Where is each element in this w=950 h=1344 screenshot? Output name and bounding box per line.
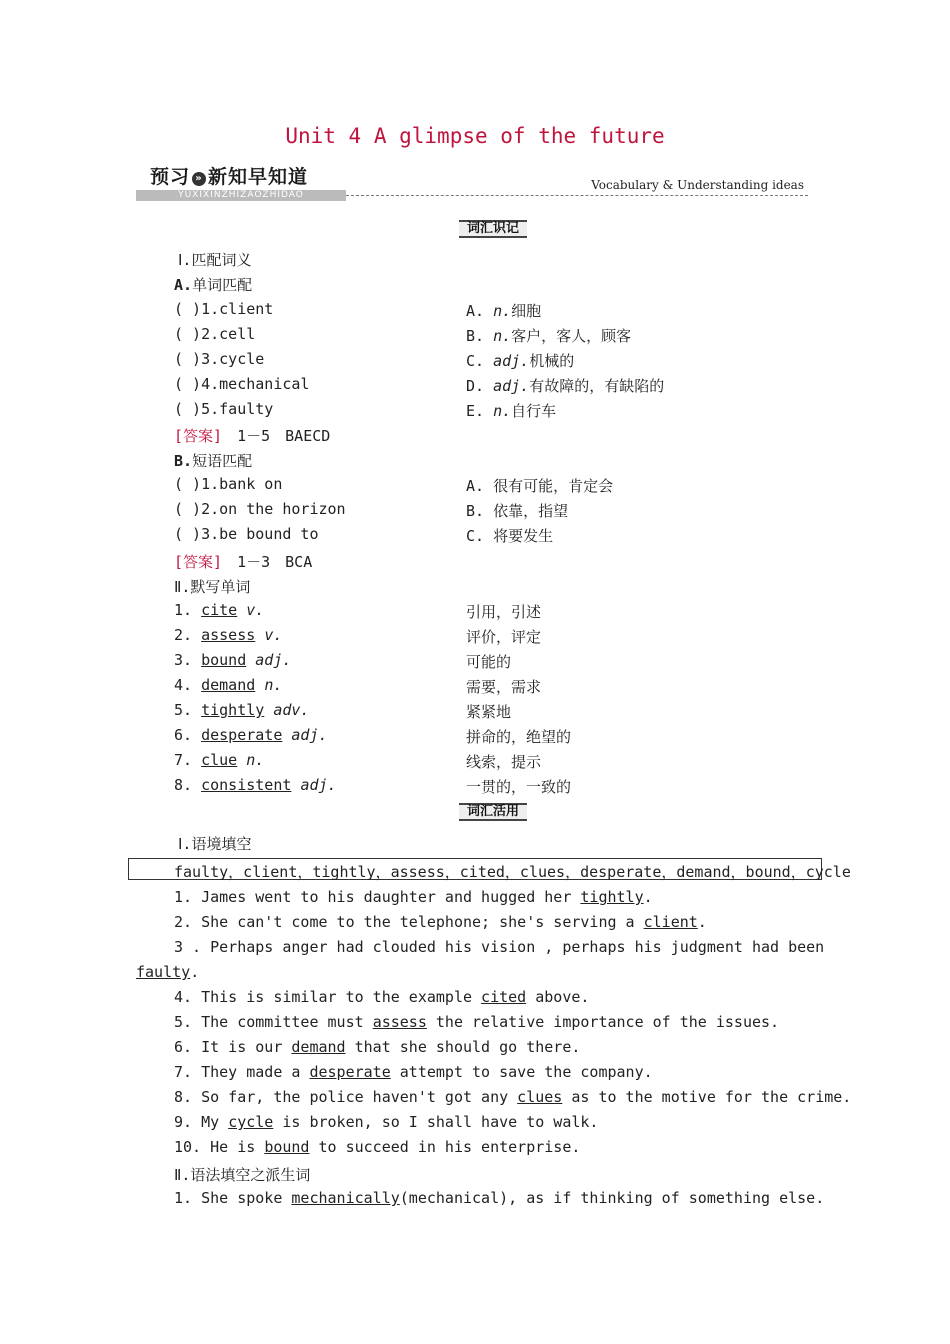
word-meaning: 需要，需求 [466,678,542,696]
partA-option [466,400,556,421]
partA-option [466,325,631,346]
word-meaning: 引用，引述 [466,603,542,621]
sentence [174,1088,851,1106]
partA-item: ( )3.cycle [174,350,265,368]
word-pos: adj. [255,651,292,669]
partB-item: ( )2.on the horizon [174,500,346,518]
word-pos: n. [264,676,283,694]
sentence-text: 9. My [174,1113,229,1131]
option-letter: C. [466,352,485,370]
partA-option [466,300,541,321]
word-number: 6. [174,726,193,744]
section-tag-vocab-memory: 词汇识记 [440,220,546,238]
sentence-text: 2. She can't come to the telephone; she's serving a [174,913,644,931]
banner-logo-left: 预习 [150,166,191,188]
partB-item: ( )1.bank on [174,475,283,493]
partB-option: C. 将要发生 [466,527,554,545]
sentence-text: 6. It is our [174,1038,292,1056]
sentence [174,938,824,956]
word-item [174,751,264,769]
word-answer: tightly [201,701,265,719]
word-number: 2. [174,626,193,644]
partB-option: B. 依靠，指望 [466,502,569,520]
word-meaning: 拼命的，绝望的 [466,728,572,746]
sentence-text: . [697,913,707,931]
option-meaning: 客户，客人，顾客 [511,327,632,345]
option-letter: A. [466,302,485,320]
partA-item: ( )1.client [174,300,274,318]
sentence [174,1013,779,1031]
word-number: 3. [174,651,193,669]
answer-word: tightly [580,888,644,906]
word-answer: assess [201,626,256,644]
option-letter: B. [466,327,485,345]
option-letter: D. [466,377,485,395]
word-number: 5. [174,701,193,719]
word-item [174,676,282,694]
sentence-text: 8. So far, the police haven't got any [174,1088,518,1106]
part2-heading: Ⅱ.默写单词 [174,578,251,596]
word-pos: n. [246,751,265,769]
sentence-text: is broken, so I shall have to walk. [273,1113,599,1131]
sentence-text: 10. He is [174,1138,265,1156]
arrow-icon: » [192,172,206,186]
sentence-text: the relative importance of the issues. [426,1013,780,1031]
part1-heading: Ⅰ.匹配词义 [178,251,252,269]
word-meaning: 线索，提示 [466,753,542,771]
word-item [174,701,309,719]
option-pos: n. [493,402,512,420]
sentence [174,988,589,1006]
word-number: 1. [174,601,193,619]
option-pos: adj. [493,377,530,395]
option-pos: adj. [493,352,530,370]
partA-item: ( )4.mechanical [174,375,310,393]
sentence-text: . [190,963,200,981]
word-item [174,776,337,794]
answer-word: desperate [309,1063,391,1081]
sentence [136,963,199,981]
word-answer: cite [201,601,238,619]
banner-logo [150,162,308,189]
sentence-text: 4. This is similar to the example [174,988,482,1006]
word-pos: v. [246,601,265,619]
partA-answer: [答案] 1－5 BAECD [174,427,331,445]
option-pos: n. [493,302,512,320]
option-pos: n. [493,327,512,345]
sentence [174,1063,653,1081]
option-meaning: 自行车 [511,402,557,420]
derive-sentence: 1. She spoke mechanically(mechanical), as if thinking of something else. [174,1189,825,1207]
answer-word: clues [517,1088,563,1106]
sentence-text: as to the motive for the crime. [562,1088,852,1106]
partA-heading: A.单词匹配 [174,276,253,294]
word-pos: adj. [291,726,328,744]
answer-word: cited [481,988,527,1006]
partA-option [466,375,664,396]
answer-word: demand [291,1038,346,1056]
word-bank-box [128,858,851,881]
word-answer: desperate [201,726,283,744]
sentence-text: . [643,888,653,906]
answer-word: mechanically [291,1189,400,1207]
word-meaning: 紧紧地 [466,703,512,721]
sentence [174,913,707,931]
word-item [174,726,328,744]
sentence-text: that she should go there. [345,1038,581,1056]
section-banner [136,160,808,204]
sentence-text: attempt to save the company. [390,1063,653,1081]
partB-heading: B.短语匹配 [174,452,253,470]
word-number: 4. [174,676,193,694]
sentence-text: 1. James went to his daughter and hugged her [174,888,581,906]
sentence [174,1038,580,1056]
word-meaning: 可能的 [466,653,512,671]
option-meaning: 有故障的，有缺陷的 [529,377,665,395]
word-number: 8. [174,776,193,794]
sentence-text: 7. They made a [174,1063,310,1081]
answer-word: faulty [136,963,191,981]
option-meaning: 细胞 [511,302,542,320]
word-answer: demand [201,676,256,694]
answer-word: client [643,913,698,931]
banner-pinyin: YUXIXINZHIZAOZHIDAO [136,190,346,201]
word-pos: v. [264,626,283,644]
option-letter: E. [466,402,485,420]
derive-heading: Ⅱ.语法填空之派生词 [174,1166,311,1184]
answer-word: bound [264,1138,310,1156]
sentence-text: above. [526,988,590,1006]
word-answer: clue [201,751,238,769]
sentence [174,1138,580,1156]
word-meaning: 评价，评定 [466,628,542,646]
context-heading: Ⅰ.语境填空 [178,835,252,853]
answer-word: assess [372,1013,427,1031]
option-meaning: 机械的 [529,352,575,370]
sentence [174,1113,598,1131]
sentence [174,888,653,906]
partA-option [466,350,574,371]
partA-item: ( )2.cell [174,325,256,343]
word-pos: adj. [300,776,337,794]
word-meaning: 一贯的，一致的 [466,778,572,796]
partB-option: A. 很有可能，肯定会 [466,477,614,495]
word-pos: adv. [273,701,310,719]
banner-logo-right: 新知早知道 [208,166,309,188]
word-item [174,601,264,619]
partB-item: ( )3.be bound to [174,525,319,543]
word-item [174,626,282,644]
sentence-text: 5. The committee must [174,1013,373,1031]
word-answer: consistent [201,776,292,794]
sentence-text: to succeed in his enterprise. [309,1138,581,1156]
section-tag-vocab-usage: 词汇活用 [440,803,546,821]
page-title: Unit 4 A glimpse of the future [285,124,665,148]
partB-answer: [答案] 1－3 BCA [174,553,313,571]
word-item [174,651,291,669]
banner-divider [346,195,808,196]
word-number: 7. [174,751,193,769]
answer-word: cycle [228,1113,274,1131]
partA-item: ( )5.faulty [174,400,274,418]
word-bank: faulty，client，tightly，assess，cited，clues，desperate，demand，bound，cycle [174,863,851,881]
banner-subtitle: Vocabulary & Understanding ideas [591,178,804,192]
word-answer: bound [201,651,247,669]
sentence-text: 3 . Perhaps anger had clouded his vision , perhaps his judgment had been [174,938,825,956]
